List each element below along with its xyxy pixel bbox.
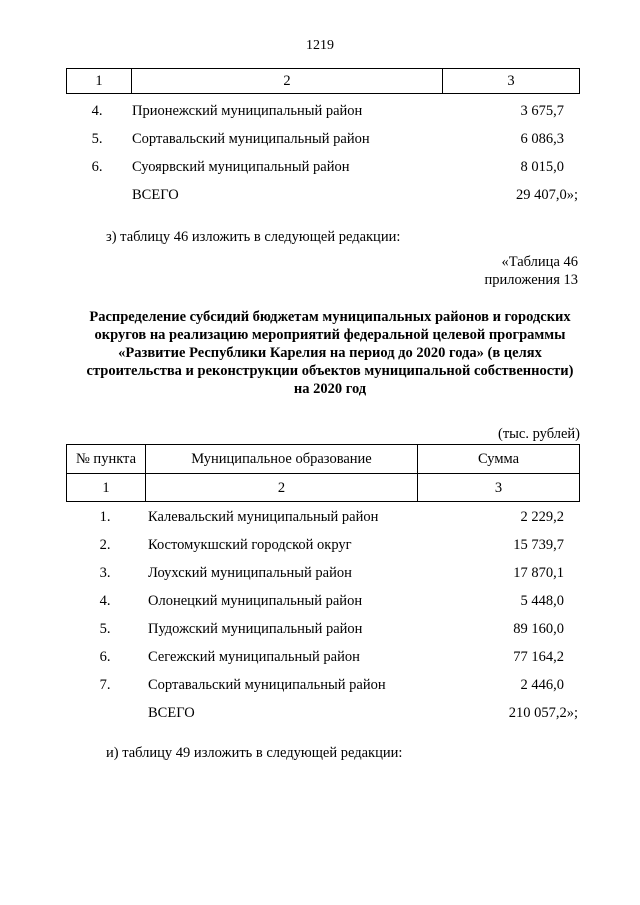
row-number: 4. — [91, 103, 103, 119]
column-number: № пункта — [75, 451, 137, 467]
row-name: Калевальский муниципальный район — [148, 509, 379, 525]
row-name: ВСЕГО — [148, 705, 195, 721]
table1-header — [66, 68, 580, 94]
table1-col-2: 2 — [283, 73, 291, 89]
table-ref-line2: приложения 13 — [484, 272, 578, 288]
row-value: 29 407,0»; — [515, 187, 578, 203]
column-sum: Сумма — [477, 451, 520, 467]
row-value: 2 229,2 — [520, 509, 564, 525]
row-value: 2 446,0 — [520, 677, 564, 693]
row-name: ВСЕГО — [132, 187, 179, 203]
row-name: Костомукшский городской округ — [148, 537, 352, 553]
table1-col-1: 1 — [95, 73, 103, 89]
row-value: 15 739,7 — [513, 537, 564, 553]
column-index-2: 2 — [277, 480, 286, 496]
row-name: Сегежский муниципальный район — [148, 649, 360, 665]
row-name: Суоярвский муниципальный район — [132, 159, 350, 175]
row-value: 210 057,2»; — [508, 705, 578, 721]
row-number: 2. — [99, 537, 111, 553]
row-number: 4. — [99, 593, 111, 609]
row-number: 5. — [99, 621, 111, 637]
table1-col-3: 3 — [507, 73, 515, 89]
row-number: 5. — [91, 131, 103, 147]
column-municipality: Муниципальное образование — [191, 451, 372, 467]
row-value: 3 675,7 — [520, 103, 564, 119]
instruction-z: з) таблицу 46 изложить в следующей редакции: — [106, 229, 401, 245]
row-name: Сортавальский муниципальный район — [148, 677, 386, 693]
row-name: Пудожский муниципальный район — [148, 621, 363, 637]
column-index-1: 1 — [102, 480, 110, 496]
row-number: 7. — [99, 677, 111, 693]
row-value: 8 015,0 — [520, 159, 564, 175]
instruction-i: и) таблицу 49 изложить в следующей редакции: — [106, 745, 403, 761]
table-ref-line1: «Таблица 46 — [501, 254, 578, 270]
table2-header — [66, 444, 580, 502]
column-index-3: 3 — [494, 480, 503, 496]
row-number: 6. — [99, 649, 111, 665]
row-number: 6. — [91, 159, 103, 175]
page-number: 1219 — [306, 38, 334, 53]
row-name: Сортавальский муниципальный район — [132, 131, 370, 147]
row-value: 5 448,0 — [520, 593, 564, 609]
row-value: 6 086,3 — [520, 131, 564, 147]
row-value: 17 870,1 — [513, 565, 564, 581]
table-heading: Распределение субсидий бюджетам муниципальных районов и городских округов на реализацию мероприятий федеральной целевой программы «Развитие Республики Карелия на период до 2020 года» (в целях строительства и реконструкции объектов муниципальной собственности) на 2020 год — [86, 309, 574, 397]
row-name: Прионежский муниципальный район — [132, 103, 363, 119]
row-number: 3. — [99, 565, 111, 581]
row-name: Олонецкий муниципальный район — [148, 593, 363, 609]
row-number: 1. — [99, 509, 111, 525]
row-value: 89 160,0 — [513, 621, 564, 637]
row-name: Лоухский муниципальный район — [148, 565, 352, 581]
units-label: (тыс. рублей) — [498, 426, 580, 442]
row-value: 77 164,2 — [513, 649, 564, 665]
